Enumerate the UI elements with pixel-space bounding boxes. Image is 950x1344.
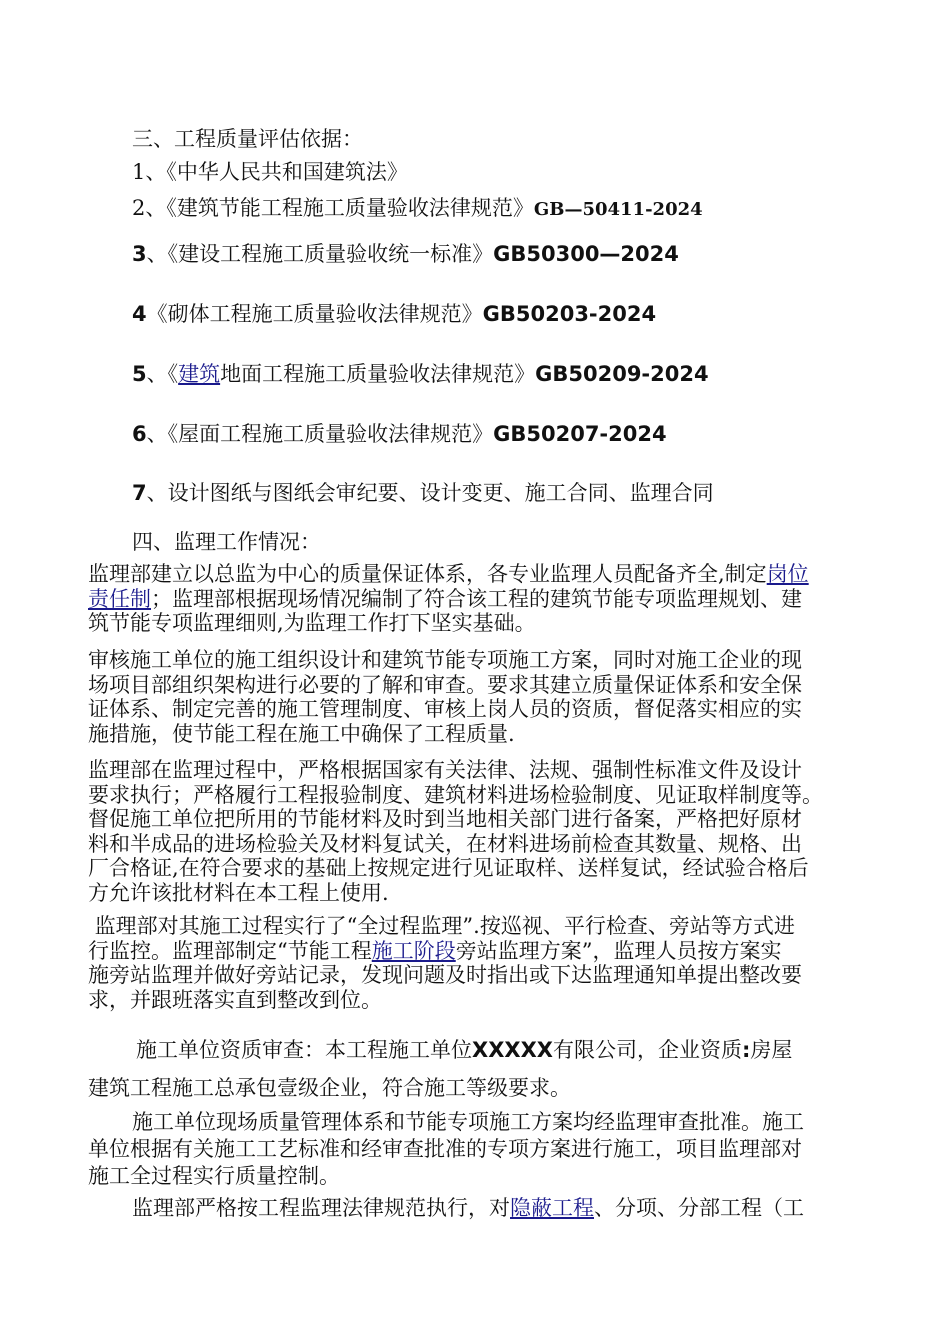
basis-item-2 — [132, 195, 703, 223]
para7-line1 — [132, 1195, 804, 1221]
section4-heading: 四、监理工作情况： — [132, 530, 321, 554]
responsibility-link-part1[interactable]: 岗位 — [766, 562, 809, 586]
basis-item-6 — [132, 421, 667, 447]
basis-item-6-code: GB50207-2024 — [493, 422, 667, 446]
para7-line1-post: 、分项、分部工程（工 — [594, 1196, 804, 1220]
para1-line3: 筑节能专项监理细则,为监理工作打下坚实基础。 — [88, 611, 536, 635]
para1-line1 — [88, 562, 878, 587]
basis-item-3-number: 3 — [132, 242, 147, 266]
para2-line2: 场项目部组织架构进行必要的了解和审查。要求其建立质量保证体系和安全保 — [88, 672, 802, 697]
para2-line4: 施措施，使节能工程在施工中确保了工程质量. — [88, 721, 515, 746]
basis-item-2-code: GB—50411-2024 — [533, 199, 703, 220]
basis-item-5 — [132, 361, 709, 387]
basis-item-5-code: GB50209-2024 — [535, 362, 709, 386]
building-link[interactable]: 建筑 — [178, 362, 221, 386]
basis-item-4-number: 4 — [132, 302, 147, 326]
basis-item-1: 1、《中华人民共和国建筑法》 — [132, 160, 408, 184]
basis-item-5-prefix: 、《 — [146, 362, 179, 386]
para5-line1-pre: 施工单位资质审查：本工程施工单位 — [136, 1038, 472, 1062]
para3-line2: 要求执行；严格履行工程报验制度、建筑材料进场检验制度、见证取样制度等。 — [88, 782, 823, 807]
responsibility-link-part2[interactable]: 责任制 — [88, 586, 151, 611]
para4-line1: 监理部对其施工过程实行了“全过程监理”.按巡视、平行检查、旁站等方式进 — [88, 914, 795, 938]
basis-item-2-title: 2、《建筑节能工程施工质量验收法律规范》 — [132, 196, 534, 220]
para3-line1: 监理部在监理过程中，严格根据国家有关法律、法规、强制性标准文件及设计 — [88, 758, 802, 782]
para4-line2 — [88, 939, 878, 964]
para1-line2 — [88, 587, 878, 612]
para7-line1-pre: 监理部严格按工程监理法律规范执行，对 — [132, 1196, 510, 1220]
basis-item-4-code: GB50203-2024 — [482, 302, 657, 326]
para5-colon: : — [741, 1038, 751, 1062]
construction-stage-link[interactable]: 施工阶段 — [371, 938, 456, 963]
para4-line2-post: 旁站监理方案”，监理人员按方案实 — [455, 938, 782, 963]
basis-item-7-number: 7 — [132, 481, 147, 505]
para5-line1-post: 有限公司，企业资质 — [552, 1038, 742, 1062]
basis-item-3-code: GB50300—2024 — [493, 242, 679, 266]
basis-item-3-title: 、《建设工程施工质量验收统一标准》 — [146, 242, 494, 266]
basis-item-4 — [132, 301, 656, 327]
paragraph-review-plan — [88, 648, 878, 746]
paragraph-site-management — [88, 1109, 878, 1190]
para5-line1 — [136, 1037, 792, 1063]
basis-item-7 — [132, 480, 714, 506]
paragraph-supervision-process — [88, 758, 878, 905]
para5-line2: 建筑工程施工总承包壹级企业，符合施工等级要求。 — [88, 1076, 571, 1100]
para3-line3: 督促施工单位把所用的节能材料及时到当地相关部门进行备案，严格把好原材 — [88, 807, 802, 831]
para4-line4: 求，并跟班落实直到整改到位。 — [88, 987, 382, 1012]
para3-line5: 厂合格证,在符合要求的基础上按规定进行见证取样、送样复试，经试验合格后 — [88, 856, 809, 880]
basis-item-6-number: 6 — [132, 422, 147, 446]
basis-item-3 — [132, 241, 679, 267]
section3-heading: 三、工程质量评估依据： — [132, 127, 363, 151]
concealed-works-link[interactable]: 隐蔽工程 — [510, 1196, 594, 1220]
para4-line3: 施旁站监理并做好旁站记录，发现问题及时指出或下达监理通知单提出整改要 — [88, 963, 802, 987]
para1-line1-text: 监理部建立以总监为中心的质量保证体系，各专业监理人员配备齐全,制定 — [88, 562, 767, 586]
basis-item-5-number: 5 — [132, 362, 147, 386]
paragraph-quality-system — [88, 562, 878, 636]
basis-item-4-title: 《砌体工程施工质量验收法律规范》 — [146, 302, 483, 326]
basis-item-5-title: 地面工程施工质量验收法律规范》 — [220, 362, 536, 386]
para6-line2: 单位根据有关施工工艺标准和经审查批准的专项方案进行施工，项目监理部对 — [88, 1137, 802, 1161]
para5-line1-end: 房屋 — [750, 1038, 793, 1062]
contractor-name: XXXXX — [472, 1038, 553, 1062]
paragraph-full-process — [88, 914, 878, 1012]
para3-line4: 料和半成品的进场检验关及材料复试关，在材料进场前检查其数量、规格、出 — [88, 831, 802, 856]
para2-line3: 证体系、制定完善的施工管理制度、审核上岗人员的资质，督促落实相应的实 — [88, 697, 802, 721]
para6-line1: 施工单位现场质量管理体系和节能专项施工方案均经监理审查批准。施工 — [132, 1110, 804, 1134]
para1-line2-text: ；监理部根据现场情况编制了符合该工程的建筑节能专项监理规划、建 — [151, 586, 802, 611]
para4-line2-pre: 行监控。监理部制定“节能工程 — [88, 938, 372, 963]
para2-line1: 审核施工单位的施工组织设计和建筑节能专项施工方案，同时对施工企业的现 — [88, 648, 802, 672]
para6-line3: 施工全过程实行质量控制。 — [88, 1164, 340, 1188]
para3-line6: 方允许该批材料在本工程上使用. — [88, 880, 389, 905]
basis-item-7-text: 、设计图纸与图纸会审纪要、设计变更、施工合同、监理合同 — [146, 481, 714, 505]
basis-item-6-title: 、《屋面工程施工质量验收法律规范》 — [146, 422, 494, 446]
